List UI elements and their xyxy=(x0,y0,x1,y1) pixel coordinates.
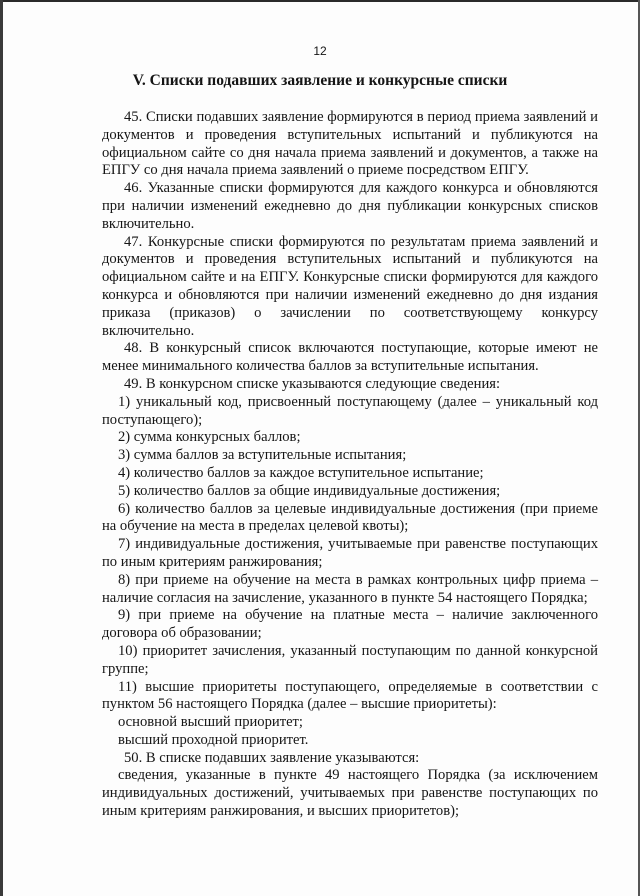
list-item-49-1: 1) уникальный код, присвоенный поступающему (далее – уникальный код поступающего); xyxy=(102,393,598,428)
list-item-49-4: 4) количество баллов за каждое вступительное испытание; xyxy=(118,464,484,481)
list-item-49-11: 11) высшие приоритеты поступающего, определяемые в соответствии с пунктом 56 настоящего Порядка (далее – высшие приоритеты): xyxy=(102,678,598,713)
list-item-49-6: 6) количество баллов за целевые индивидуальные достижения (при приеме на обучение на места в пределах целевой квоты); xyxy=(102,500,598,535)
paragraph-50: 50. В списке подавших заявление указываются: xyxy=(124,749,420,766)
paragraph-47: 47. Конкурсные списки формируются по результатам приема заявлений и документов и проведения вступительных испытаний и публикуются на официальном сайте и на ЕПГУ. Конкурсные списки формируются для каждого конкурса и обновляются при наличии изменений ежедневно до дня издания приказа (приказов) о зачислении по соответствующему конкурсу включительно. xyxy=(102,233,598,339)
paragraph-49: 49. В конкурсном списке указываются следующие сведения: xyxy=(124,375,501,392)
list-item-49-3: 3) сумма баллов за вступительные испытания; xyxy=(118,447,407,464)
list-item-49-8: 8) при приеме на обучение на места в рамках контрольных цифр приема – наличие согласия на зачисление, указанного в пункте 54 настоящего Порядка; xyxy=(102,571,598,606)
list-item-49-5: 5) количество баллов за общие индивидуальные достижения; xyxy=(118,482,501,499)
paragraph-45: 45. Списки подавших заявление формируются в период приема заявлений и документов и проведения вступительных испытаний и публикуются на официальном сайте со дня начала приема заявлений и документов, а также на ЕПГУ со дня начала приема заявлений о приеме посредством ЕПГУ. xyxy=(102,109,598,179)
section-title: V. Списки подавших заявление и конкурсные списки xyxy=(132,72,508,89)
list-subitem-main-priority: основной высший приоритет; xyxy=(118,714,303,731)
paragraph-46: 46. Указанные списки формируются для каждого конкурса и обновляются при наличии изменений ежедневно до дня публикации конкурсных списков включительно. xyxy=(102,180,598,232)
paragraph-48: 48. В конкурсный список включаются поступающие, которые имеют не менее минимального количества баллов за вступительные испытания. xyxy=(102,340,598,375)
paragraph-50-item: сведения, указанные в пункте 49 настоящего Порядка (за исключением индивидуальных достижений, учитываемых при равенстве поступающих по иным критериям ранжирования, и высших приоритетов); xyxy=(102,767,598,820)
scan-edge-left xyxy=(0,0,3,896)
document-body xyxy=(102,109,598,821)
list-item-49-9: 9) при приеме на обучение на платные места – наличие заключенного договора об образовании; xyxy=(102,607,598,642)
list-subitem-passing-priority: высший проходной приоритет. xyxy=(118,731,309,748)
scan-edge-top xyxy=(0,0,640,2)
list-item-49-7: 7) индивидуальные достижения, учитываемые при равенстве поступающих по иным критериям ранжирования; xyxy=(102,536,598,570)
list-item-49-2: 2) сумма конкурсных баллов; xyxy=(118,429,301,446)
list-item-49-10: 10) приоритет зачисления, указанный поступающим по данной конкурсной группе; xyxy=(102,642,598,677)
page-number: 12 xyxy=(313,44,327,58)
